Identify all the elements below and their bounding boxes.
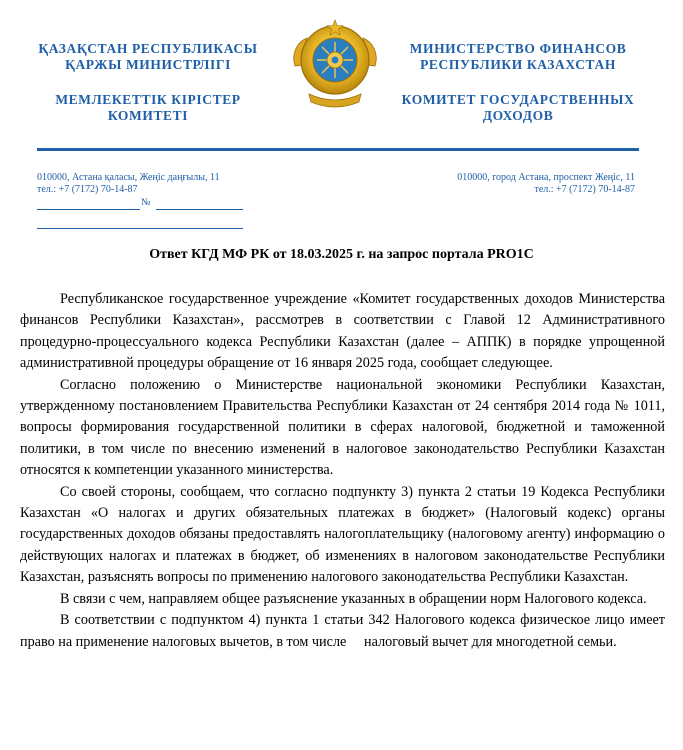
body-paragraph: Со своей стороны, сообщаем, что согласно подпункту 3) пункта 2 статьи 19 Кодекса Республики Казахстан «О налогах и других обязательных платежах в бюджет» (Налоговый кодекс) органы государственных доходов обязаны предоставлять налогоплательщику (налоговому агенту) информацию о действующих налогах и платежах в бюджет, об изменениях в налоговом законодательстве Республики Казахстан, разъяснять вопросы по применению налогового законодательства Республики Казахстан.	[20, 483, 665, 586]
state-emblem-icon	[287, 14, 383, 114]
document-title: Ответ КГД МФ РК от 18.03.2025 г. на запрос портала PRO1C	[149, 247, 534, 262]
header-left-line: МЕМЛЕКЕТТІК КІРІСТЕР	[55, 92, 241, 107]
address-left-phone: тел.: +7 (7172) 70-14-87	[37, 184, 138, 195]
address-right-line: 010000, город Астана, проспект Жеңіс, 11	[457, 172, 635, 183]
address-left	[37, 172, 220, 196]
body-paragraph: В связи с чем, направляем общее разъяснение указанных в обращении норм Налогового кодекса.	[60, 590, 647, 607]
header-left-ministry-kz	[30, 41, 266, 73]
document-body	[20, 289, 669, 653]
header-right-line: МИНИСТЕРСТВО ФИНАНСОВ	[409, 41, 627, 56]
body-paragraph: В соответствии с подпунктом 4) пункта 1 статьи 342 Налогового кодекса физическое лицо имеет право на применение налоговых вычетов, в том числе налоговый вычет для многодетной семьи.	[20, 612, 669, 650]
header-left-line: ҚАРЖЫ МИНИСТРЛІГІ	[65, 57, 231, 72]
reg-extra-line	[37, 228, 243, 229]
header-left-line: ҚАЗАҚСТАН РЕСПУБЛИКАСЫ	[38, 41, 258, 56]
header-right-line: РЕСПУБЛИКИ КАЗАХСТАН	[420, 57, 616, 72]
reg-number-line	[156, 209, 243, 210]
address-right	[380, 172, 635, 196]
reg-number-sign: №	[141, 197, 151, 208]
header-right-committee-ru	[400, 92, 636, 124]
body-paragraph: Республиканское государственное учреждение «Комитет государственных доходов Министерства финансов Республики Казахстан», рассмотрев в соответствии с Главой 12 Административного процедурно-процессуального кодекса Республики Казахстан (далее – АППК) в порядке упрощенной административной процедуры обращение от 16 января 2025 года, сообщает следующее.	[20, 291, 665, 372]
header-left-committee-kz	[30, 92, 266, 124]
reg-date-line	[37, 209, 140, 210]
header-right-line: КОМИТЕТ ГОСУДАРСТВЕННЫХ	[401, 92, 635, 107]
header-divider	[37, 148, 639, 151]
header-left-line: КОМИТЕТІ	[107, 108, 189, 123]
header-right-line: ДОХОДОВ	[482, 108, 554, 123]
header-right-ministry-ru	[400, 41, 636, 73]
address-right-phone: тел.: +7 (7172) 70-14-87	[534, 184, 635, 195]
address-left-line: 010000, Астана қаласы, Жеңіс даңғылы, 11	[37, 172, 220, 183]
body-paragraph: Согласно положению о Министерстве национальной экономики Республики Казахстан, утвержденному постановлением Правительства Республики Казахстан от 24 сентября 2014 года № 1011, вопросы формирования государственной политики в сферах налоговой, бюджетной и таможенной политики, в том числе по внесению изменений в налоговое законодательство Республики Казахстан относятся к компетенции указанного министерства.	[20, 376, 665, 479]
